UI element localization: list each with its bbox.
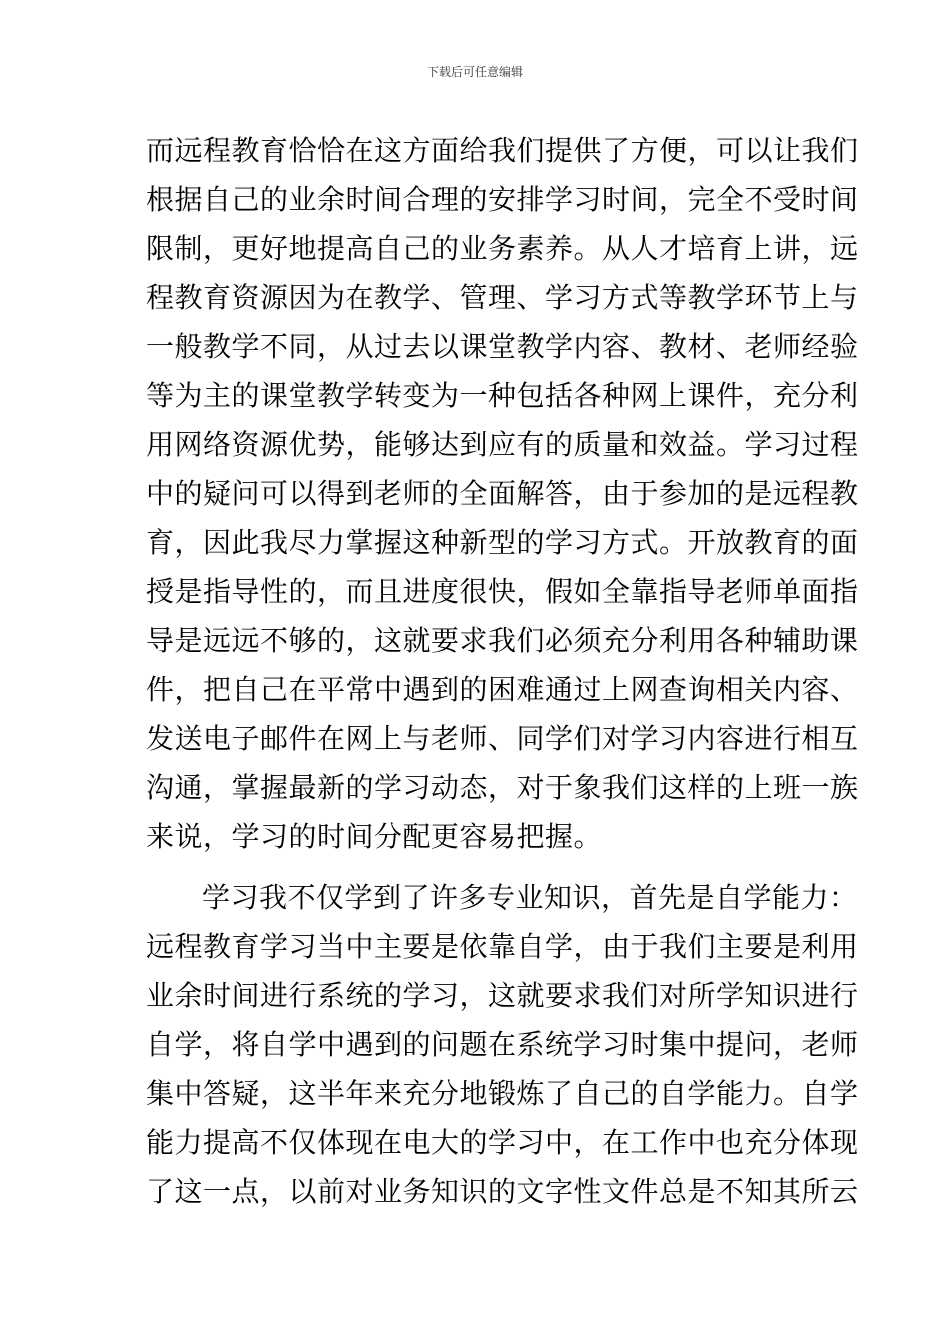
text-line: 根据自己的业余时间合理的安排学习时间，完全不受时间 [146, 183, 859, 216]
text-line: 用网络资源优势，能够达到应有的质量和效益。学习过程 [146, 428, 859, 461]
text-line: 等为主的课堂教学转变为一种包括各种网上课件，充分利 [146, 379, 859, 412]
text-line: 业余时间进行系统的学习，这就要求我们对所学知识进行 [146, 979, 859, 1012]
text-line: 一般教学不同，从过去以课堂教学内容、教材、老师经验 [146, 330, 859, 363]
page-header: 下载后可任意编辑 [426, 65, 523, 79]
text-line: 育，因此我尽力掌握这种新型的学习方式。开放教育的面 [146, 526, 859, 559]
text-line: 授是指导性的，而且进度很快，假如全靠指导老师单面指 [146, 575, 859, 608]
text-line: 沟通，掌握最新的学习动态，对于象我们这样的上班一族 [146, 771, 859, 804]
text-line: 发送电子邮件在网上与老师、同学们对学习内容进行相互 [146, 722, 859, 755]
text-line: 限制，更好地提高自己的业务素养。从人才培育上讲，远 [146, 232, 859, 265]
text-line: 来说，学习的时间分配更容易把握。 [146, 820, 603, 853]
paragraph-2 [146, 873, 859, 1216]
text-line: 件，把自己在平常中遇到的困难通过上网查询相关内容、 [146, 673, 859, 706]
text-line-indented: 学习我不仅学到了许多专业知识，首先是自学能力： [202, 881, 858, 914]
text-line: 导是远远不够的，这就要求我们必须充分利用各种辅助课 [146, 624, 859, 657]
text-line: 能力提高不仅体现在电大的学习中，在工作中也充分体现 [146, 1126, 859, 1159]
paragraph-gap [146, 861, 818, 873]
text-line: 集中答疑，这半年来充分地锻炼了自己的自学能力。自学 [146, 1077, 859, 1110]
text-line: 自学，将自学中遇到的问题在系统学习时集中提问，老师 [146, 1028, 859, 1061]
text-line: 远程教育学习当中主要是依靠自学，由于我们主要是利用 [146, 930, 859, 963]
text-line: 程教育资源因为在教学、管理、学习方式等教学环节上与 [146, 281, 859, 314]
text-line: 中的疑问可以得到老师的全面解答，由于参加的是远程教 [146, 477, 859, 510]
document-body [146, 126, 859, 1216]
text-line: 而远程教育恰恰在这方面给我们提供了方便，可以让我们 [146, 134, 859, 167]
text-line: 了这一点，以前对业务知识的文字性文件总是不知其所云 [146, 1175, 859, 1208]
paragraph-1 [146, 126, 859, 861]
